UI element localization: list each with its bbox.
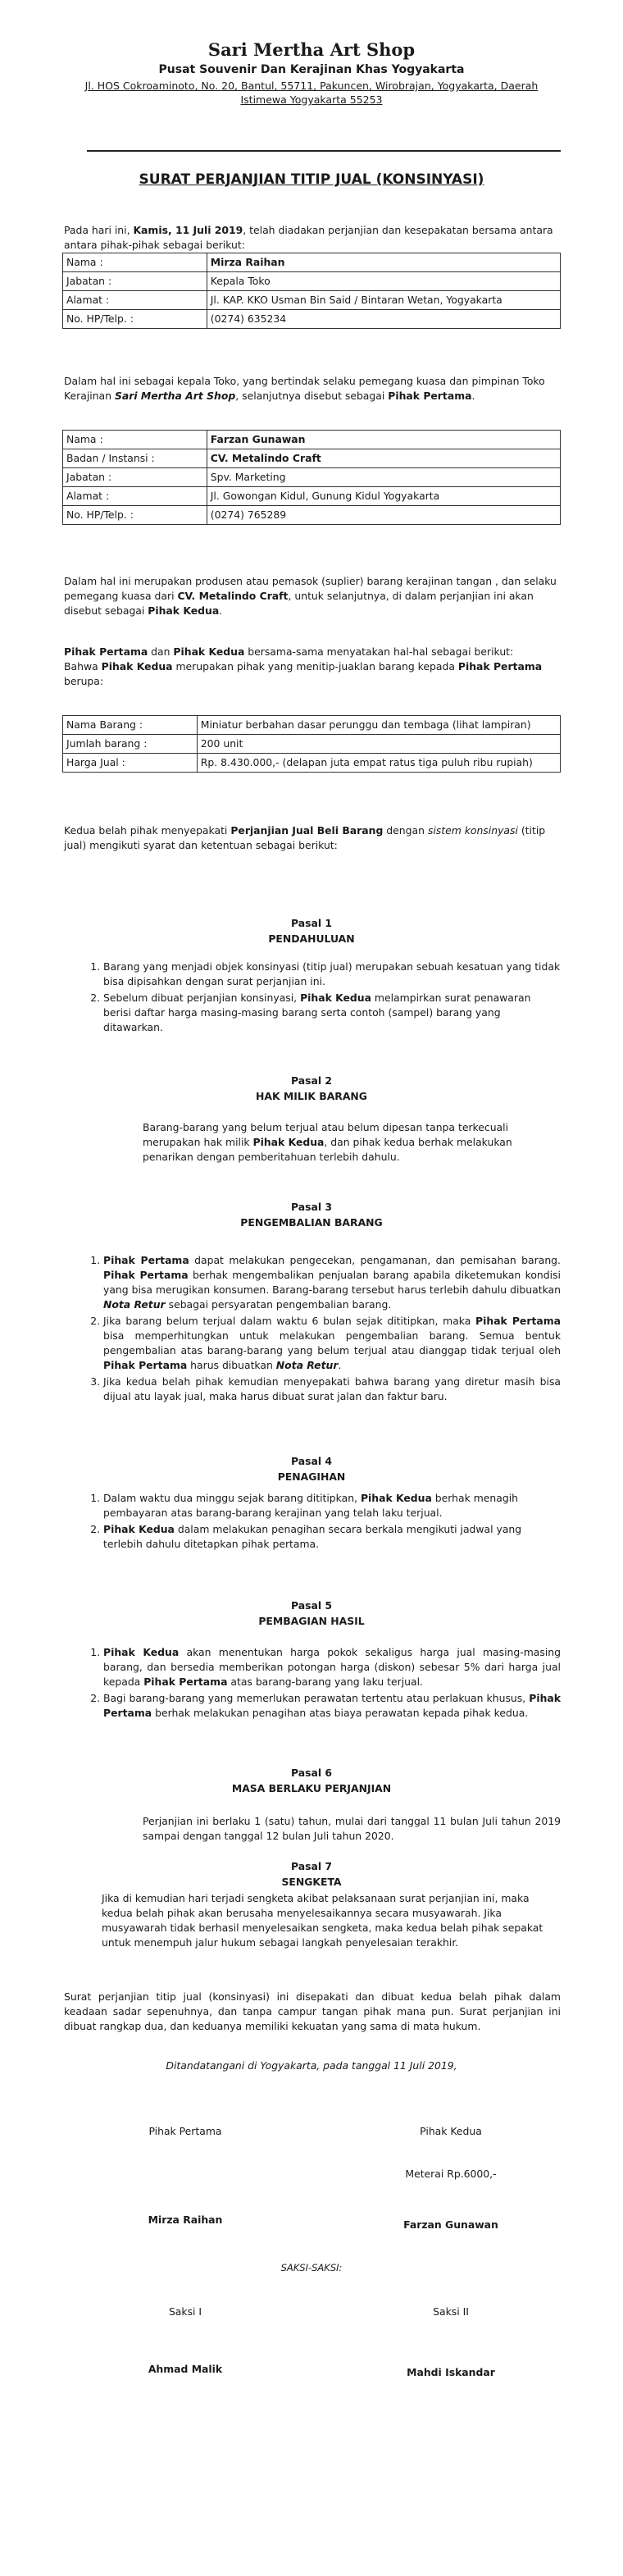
party2-signature-label: Pihak Kedua	[420, 2125, 482, 2137]
table-row: Harga Jual : Rp. 8.430.000,- (delapan juta empat ratus tiga puluh ribu rupiah)	[63, 754, 561, 773]
goods-table	[62, 715, 561, 773]
table-row: Alamat : Jl. Gowongan Kidul, Gunung Kidul Yogyakarta	[63, 487, 561, 506]
table-row: Badan / Instansi : CV. Metalindo Craft	[63, 449, 561, 468]
party1-description: Dalam hal ini sebagai kepala Toko, yang bertindak selaku pemegang kuasa dan pimpinan Toko Kerajinan Sari Mertha Art Shop, selanjutnya disebut sebagai Pihak Pertama.	[64, 375, 545, 402]
header-divider	[87, 150, 561, 152]
party2-signature-name: Farzan Gunawan	[403, 2218, 498, 2231]
shop-subtitle: Pusat Souvenir Dan Kerajinan Khas Yogyakarta	[158, 63, 465, 76]
table-row: Jumlah barang : 200 unit	[63, 735, 561, 754]
document-title: SURAT PERJANJIAN TITIP JUAL (KONSINYASI)	[139, 171, 484, 188]
pasal5-list	[66, 1645, 561, 1722]
shop-name: Sari Mertha Art Shop	[207, 39, 416, 60]
list-item: 3. Jika kedua belah pihak kemudian menyepakati bahwa barang yang diretur masih bisa dijual atu layak jual, maka harus dibuat surat jalan dan faktur baru.	[103, 1375, 561, 1404]
witness1-label: Saksi I	[168, 2305, 202, 2318]
table-row: Alamat : Jl. KAP. KKO Usman Bin Said / Bintaran Wetan, Yogyakarta	[63, 291, 561, 310]
party1-table	[62, 253, 561, 329]
witness2-label: Saksi II	[433, 2305, 469, 2318]
witness2-name: Mahdi Iskandar	[407, 2366, 495, 2378]
pasal2-heading: Pasal 2 HAK MILIK BARANG	[256, 1074, 367, 1102]
pasal4-heading: Pasal 4 PENAGIHAN	[277, 1455, 346, 1483]
pasal3-heading: Pasal 3 PENGEMBALIAN BARANG	[240, 1201, 383, 1229]
party1-signature-label: Pihak Pertama	[148, 2125, 222, 2137]
pasal7-text: Jika di kemudian hari terjadi sengketa akibat pelaksanaan surat perjanjian ini, maka kedua belah pihak akan berusaha menyelesaikannya secara musyawarah. Jika musyawarah tidak berhasil menyelesaikan sengketa, maka kedua belah pihak sepakat untuk menempuh jalur hukum sebagai langkah penyelesaian terakhir.	[102, 1892, 543, 1949]
pasal4-list	[66, 1491, 561, 1553]
list-item: 1. Dalam waktu dua minggu sejak barang dititipkan, Pihak Kedua berhak menagih pembayaran atas barang-barang kerajinan yang telah laku terjual.	[103, 1491, 561, 1521]
pasal6-heading: Pasal 6 MASA BERLAKU PERJANJIAN	[231, 1767, 392, 1794]
list-item: 1. Barang yang menjadi objek konsinyasi (titip jual) merupakan sebuah kesatuan yang tidak bisa dipisahkan dengan surat perjanjian ini.	[103, 960, 561, 989]
list-item: 2. Jika barang belum terjual dalam waktu 6 bulan sejak dititipkan, maka Pihak Pertama bisa memperhitungkan untuk melakukan pengembalian barang. Semua bentuk pengembalian atas barang-barang yang belum terjual atau dianggap tidak terjual oleh Pihak Pertama harus dibuatkan Nota Retur.	[103, 1314, 561, 1373]
pasal3-list	[66, 1253, 561, 1406]
table-row: No. HP/Telp. : (0274) 635234	[63, 310, 561, 329]
party2-table	[62, 430, 561, 525]
list-item: 2. Pihak Kedua dalam melakukan penagihan secara berkala mengikuti jadwal yang terlebih dahulu ditetapkan pihak pertama.	[103, 1522, 561, 1552]
pasal1-heading: Pasal 1 PENDAHULUAN	[268, 917, 355, 945]
table-row: No. HP/Telp. : (0274) 765289	[63, 506, 561, 525]
closing-paragraph: Surat perjanjian titip jual (konsinyasi) ini disepakati dan dibuat kedua belah pihak dalam keadaan sadar sepenuhnya, dan tanpa campur tangan pihak mana pun. Surat perjanjian ini dibuat rangkap dua, dan keduanya memiliki kekuatan yang sama di mata hukum.	[64, 1990, 561, 2032]
pasal7-heading: Pasal 7 SENGKETA	[281, 1860, 342, 1888]
pasal2-text: Barang-barang yang belum terjual atau belum dipesan tanpa terkecuali merupakan hak milik Pihak Kedua, dan pihak kedua berhak melakukan penarikan dengan pemberitahuan terlebih dahulu.	[143, 1121, 512, 1163]
meterai-stamp-label: Meterai Rp.6000,-	[405, 2168, 497, 2180]
agreement-statement: Pihak Pertama dan Pihak Kedua bersama-sama menyatakan hal-hal sebagai berikut: Bahwa Pihak Kedua merupakan pihak yang menitip-juaklan barang kepada Pihak Pertama berupa:	[64, 645, 543, 687]
table-row: Jabatan : Spv. Marketing	[63, 468, 561, 487]
pasal5-heading: Pasal 5 PEMBAGIAN HASIL	[258, 1599, 365, 1627]
party2-description: Dalam hal ini merupakan produsen atau pemasok (suplier) barang kerajinan tangan , dan selaku pemegang kuasa dari CV. Metalindo Craft, untuk selanjutnya, di dalam perjanjian ini akan disebut sebagai Pihak Kedua.	[64, 575, 557, 617]
list-item: 1. Pihak Kedua akan menentukan harga pokok sekaligus harga jual masing-masing barang, dan bersedia memberikan potongan harga (diskon) sebesar 5% dari harga jual kepada Pihak Pertama atas barang-barang yang laku terjual.	[103, 1645, 561, 1689]
party1-signature-name: Mirza Raihan	[148, 2214, 223, 2226]
pasal6-text: Perjanjian ini berlaku 1 (satu) tahun, mulai dari tanggal 11 bulan Juli tahun 2019 sampai dengan tanggal 12 bulan Juli tahun 2020.	[143, 1815, 561, 1842]
witness1-name: Ahmad Malik	[148, 2363, 223, 2375]
table-row: Jabatan : Kepala Toko	[63, 272, 561, 291]
list-item: 2. Sebelum dibuat perjanjian konsinyasi, Pihak Kedua melampirkan surat penawaran berisi daftar harga masing-masing barang serta contoh (sampel) barang yang ditawarkan.	[103, 991, 561, 1035]
witnesses-title: SAKSI-SAKSI:	[280, 2262, 343, 2273]
shop-address: Jl. HOS Cokroaminoto, No. 20, Bantul, 55711, Pakuncen, Wirobrajan, Yogyakarta, Daerah Istimewa Yogyakarta 55253	[84, 80, 539, 106]
list-item: 1. Pihak Pertama dapat melakukan pengecekan, pengamanan, dan pemisahan barang. Pihak Pertama berhak mengembalikan penjualan barang apabila diketemukan kondisi yang bisa merugikan konsumen. Barang-barang tersebut harus terlebih dahulu dibuatkan Nota Retur sebagai persyaratan pengembalian barang.	[103, 1253, 561, 1312]
intro-paragraph: Pada hari ini, Kamis, 11 Juli 2019, telah diadakan perjanjian dan kesepakatan bersama antara antara pihak-pihak sebagai berikut:	[64, 224, 553, 251]
table-row: Nama Barang : Miniatur berbahan dasar perunggu dan tembaga (lihat lampiran)	[63, 716, 561, 735]
table-row: Nama : Mirza Raihan	[63, 253, 561, 272]
table-row: Nama : Farzan Gunawan	[63, 431, 561, 449]
signing-place-date: Ditandatangani di Yogyakarta, pada tanggal 11 Juli 2019,	[166, 2059, 457, 2072]
pasal1-list	[66, 960, 561, 1037]
terms-intro: Kedua belah pihak menyepakati Perjanjian Jual Beli Barang dengan sistem konsinyasi (titip jual) mengikuti syarat dan ketentuan sebagai berikut:	[64, 824, 546, 851]
list-item: 2. Bagi barang-barang yang memerlukan perawatan tertentu atau perlakuan khusus, Pihak Pertama berhak melakukan penagihan atas biaya perawatan kepada pihak kedua.	[103, 1691, 561, 1721]
